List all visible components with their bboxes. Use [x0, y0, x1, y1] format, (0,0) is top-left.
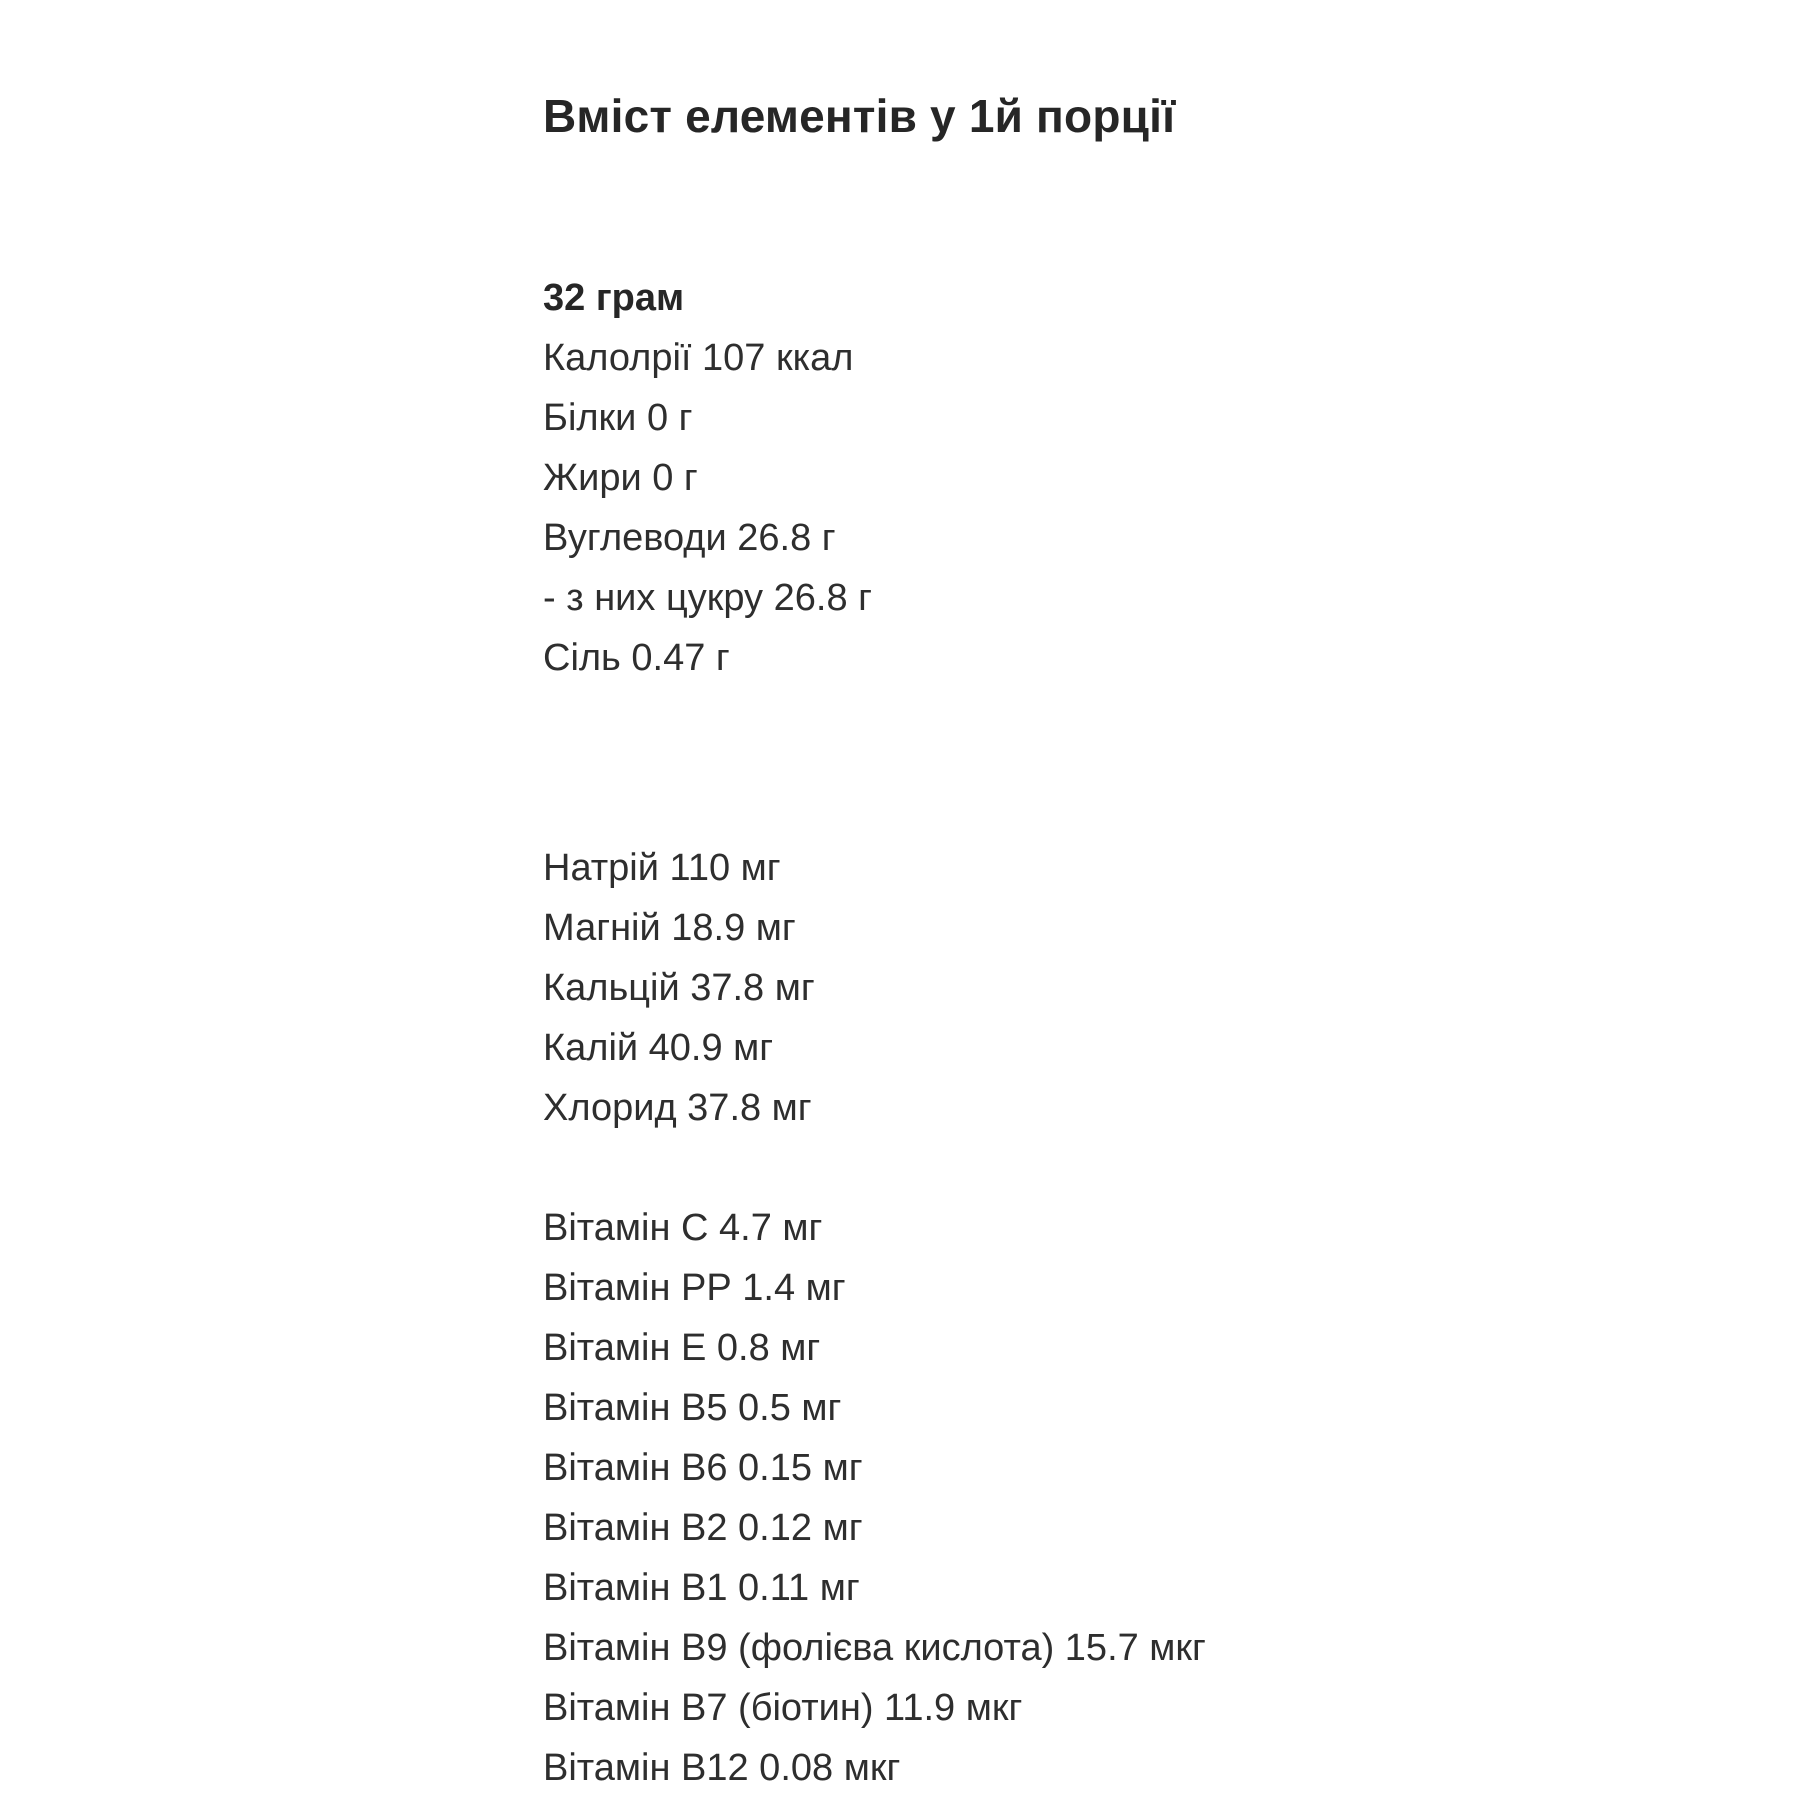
vitamin-item-b12: Вітамін В12 0.08 мкг	[543, 1747, 901, 1789]
mineral-item-sodium: Натрій 110 мг	[543, 847, 781, 889]
macro-item-sugar: - з них цукру 26.8 г	[543, 577, 872, 619]
vitamin-item-e: Вітамін Е 0.8 мг	[543, 1327, 821, 1369]
vitamin-item-b5: Вітамін В5 0.5 мг	[543, 1387, 842, 1429]
macros-list	[543, 328, 872, 688]
vitamin-item-b1: Вітамін В1 0.11 мг	[543, 1567, 860, 1609]
macro-item-protein: Білки 0 г	[543, 397, 693, 439]
minerals-list	[543, 838, 815, 1138]
mineral-item-magnesium: Магній 18.9 мг	[543, 907, 796, 949]
macro-item-carbs: Вуглеводи 26.8 г	[543, 517, 836, 559]
vitamin-item-b7: Вітамін В7 (біотин) 11.9 мкг	[543, 1687, 1023, 1729]
nutrition-content	[543, 88, 1543, 1789]
page-title: Вміст елементів у 1й порції	[543, 90, 1176, 142]
vitamin-item-b2: Вітамін В2 0.12 мг	[543, 1507, 863, 1549]
macro-item-calories: Калолрії 107 ккал	[543, 337, 854, 379]
mineral-item-calcium: Кальцій 37.8 мг	[543, 967, 815, 1009]
macro-item-salt: Сіль 0.47 г	[543, 637, 730, 679]
serving-size: 32 грам	[543, 277, 685, 319]
vitamin-item-b6: Вітамін В6 0.15 мг	[543, 1447, 863, 1489]
mineral-item-chloride: Хлорид 37.8 мг	[543, 1087, 812, 1129]
vitamins-list	[543, 1198, 1206, 1798]
vitamin-item-b9: Вітамін В9 (фолієва кислота) 15.7 мкг	[543, 1627, 1206, 1669]
macro-item-fat: Жири 0 г	[543, 457, 698, 499]
vitamin-item-pp: Вітамін РР 1.4 мг	[543, 1267, 846, 1309]
mineral-item-potassium: Калій 40.9 мг	[543, 1027, 774, 1069]
vitamin-item-c: Вітамін С 4.7 мг	[543, 1207, 823, 1249]
